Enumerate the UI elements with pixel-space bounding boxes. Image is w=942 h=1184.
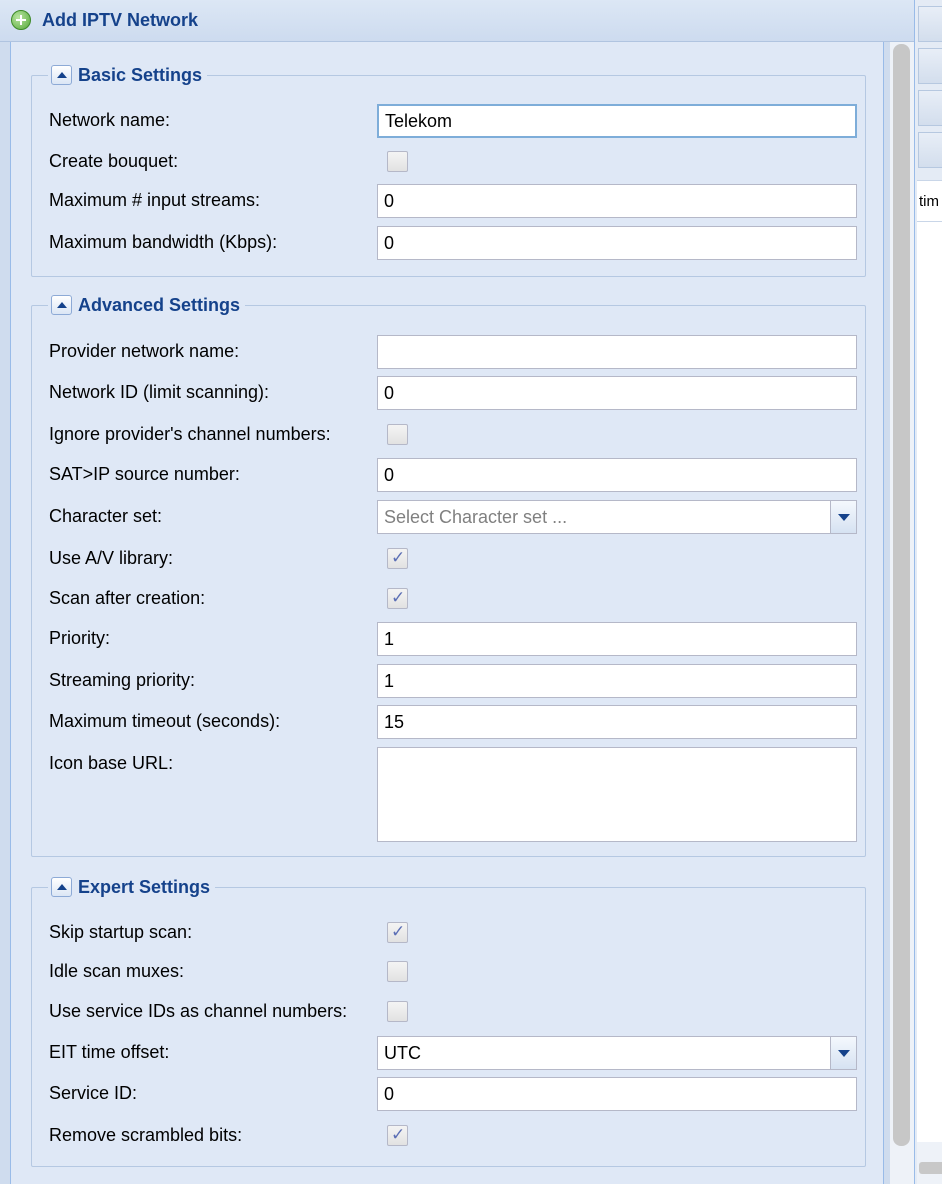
add-icon [11, 10, 31, 30]
idle-scan-muxes-checkbox[interactable] [387, 961, 408, 982]
field-label: Maximum bandwidth (Kbps): [49, 232, 278, 252]
eit-time-offset-value: UTC [384, 1043, 421, 1063]
field-label: Ignore provider's channel numbers: [49, 424, 331, 444]
background-tab[interactable] [918, 6, 942, 42]
eit-time-offset-row [49, 1036, 869, 1070]
max-input-streams-row [49, 184, 869, 218]
background-horizontal-scrollbar[interactable] [917, 1142, 942, 1184]
vertical-scrollbar[interactable] [890, 42, 914, 1184]
priority-input[interactable]: 1 [377, 622, 857, 656]
background-grid [917, 222, 942, 1142]
collapse-up-icon[interactable] [51, 65, 72, 85]
field-label: EIT time offset: [49, 1042, 170, 1062]
create-bouquet-checkbox[interactable] [387, 151, 408, 172]
window-header[interactable] [0, 0, 914, 42]
background-tab[interactable] [918, 132, 942, 168]
network-name-row [49, 104, 869, 138]
streaming-priority-input[interactable]: 1 [377, 664, 857, 698]
scrollbar-thumb[interactable] [893, 44, 910, 1146]
icon-base-url-textarea[interactable] [377, 747, 857, 842]
section-title: Basic Settings [78, 64, 203, 85]
scan-after-creation-row [49, 582, 869, 616]
use-av-library-row [49, 542, 869, 576]
window-title: Add IPTV Network [42, 10, 199, 30]
field-label: Icon base URL: [49, 753, 174, 773]
service-ids-as-numbers-checkbox[interactable] [387, 1001, 408, 1022]
field-label: Create bouquet: [49, 151, 179, 171]
charset-combobox[interactable] [377, 500, 857, 534]
max-bandwidth-input[interactable]: 0 [377, 226, 857, 260]
field-label: Maximum # input streams: [49, 190, 261, 210]
max-timeout-row [49, 705, 869, 739]
section-legend [48, 875, 215, 899]
field-label: Scan after creation: [49, 588, 206, 608]
field-label: Remove scrambled bits: [49, 1125, 243, 1145]
service-id-input[interactable]: 0 [377, 1077, 857, 1111]
idle-scan-muxes-row [49, 955, 869, 989]
field-label: Provider network name: [49, 341, 240, 361]
charset-placeholder: Select Character set ... [384, 507, 568, 527]
service-id-row [49, 1077, 869, 1111]
service-ids-as-numbers-row [49, 995, 869, 1029]
network-id-input[interactable]: 0 [377, 376, 857, 410]
field-label: Idle scan muxes: [49, 961, 185, 981]
provider-network-name-row [49, 335, 869, 369]
collapse-up-icon[interactable] [51, 877, 72, 897]
skip-startup-scan-row [49, 916, 869, 950]
section-legend [48, 63, 207, 87]
field-label: SAT>IP source number: [49, 464, 240, 484]
max-input-streams-input[interactable]: 0 [377, 184, 857, 218]
field-label: Use A/V library: [49, 548, 174, 568]
field-label: Maximum timeout (seconds): [49, 711, 281, 731]
chevron-down-icon[interactable] [830, 1036, 857, 1070]
field-label: Service ID: [49, 1083, 138, 1103]
ignore-channel-numbers-checkbox[interactable] [387, 424, 408, 445]
eit-time-offset-combobox[interactable] [377, 1036, 857, 1070]
max-timeout-input[interactable]: 15 [377, 705, 857, 739]
section-legend [48, 293, 245, 317]
charset-row [49, 500, 869, 534]
background-column-header[interactable]: tim [917, 180, 942, 222]
ignore-channel-numbers-row [49, 418, 869, 452]
section-title: Expert Settings [78, 876, 211, 897]
remove-scrambled-bits-row [49, 1119, 869, 1153]
skip-startup-scan-checkbox[interactable] [387, 922, 408, 943]
field-label: Character set: [49, 506, 163, 526]
chevron-down-icon[interactable] [830, 500, 857, 534]
create-bouquet-row [49, 145, 869, 179]
field-label: Skip startup scan: [49, 922, 193, 942]
field-label: Priority: [49, 628, 111, 648]
provider-network-name-input[interactable] [377, 335, 857, 369]
form-panel [10, 42, 884, 1184]
use-av-library-checkbox[interactable] [387, 548, 408, 569]
network-name-input[interactable]: Telekom [377, 104, 857, 138]
scan-after-creation-checkbox[interactable] [387, 588, 408, 609]
icon-base-url-row [49, 747, 869, 781]
background-tab[interactable] [918, 48, 942, 84]
field-label: Use service IDs as channel numbers: [49, 1001, 348, 1021]
satip-source-row [49, 458, 869, 492]
field-label: Network name: [49, 110, 171, 130]
remove-scrambled-bits-checkbox[interactable] [387, 1125, 408, 1146]
streaming-priority-row [49, 664, 869, 698]
priority-row [49, 622, 869, 656]
satip-source-input[interactable]: 0 [377, 458, 857, 492]
max-bandwidth-row [49, 226, 869, 260]
collapse-up-icon[interactable] [51, 295, 72, 315]
section-title: Advanced Settings [78, 294, 241, 315]
background-tab[interactable] [918, 90, 942, 126]
field-label: Streaming priority: [49, 670, 196, 690]
network-id-row [49, 376, 869, 410]
field-label: Network ID (limit scanning): [49, 382, 270, 402]
